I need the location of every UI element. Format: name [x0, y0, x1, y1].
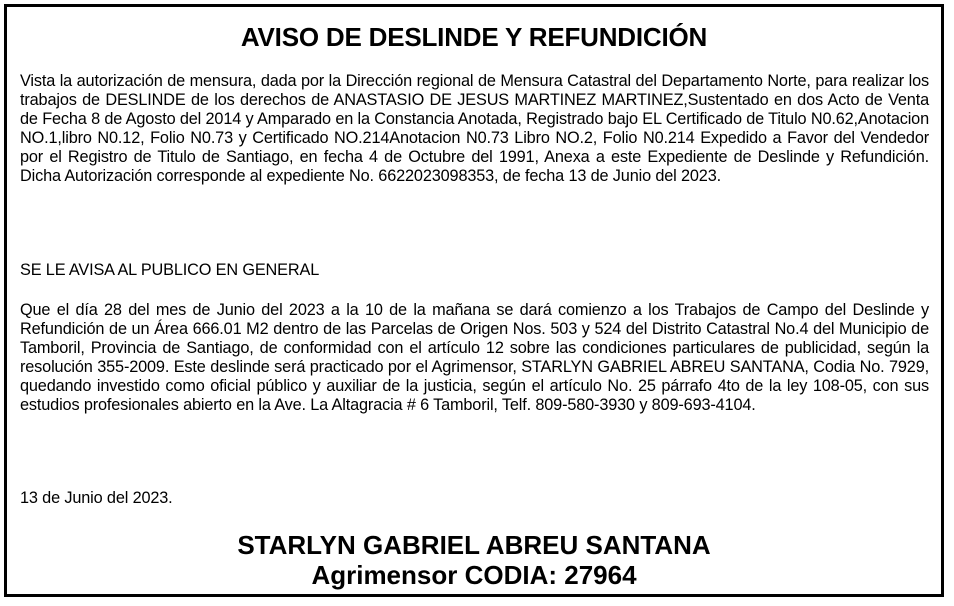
signature-name: STARLYN GABRIEL ABREU SANTANA	[237, 530, 711, 560]
signature-block	[7, 530, 941, 590]
legal-notice	[4, 4, 944, 597]
fieldwork-paragraph: Que el día 28 del mes de Junio del 2023 a la 10 de la mañana se dará comienzo a los Trabajos de Campo del Deslinde y Refundición de un Área 666.01 M2 dentro de las Parcelas de Origen Nos. 503 y 524 del Distrito Catastral No.4 del Municipio de Tamboril, Provincia de Santiago, de conformidad con el artículo 12 sobre las condiciones particulares de publicidad, según la resolución 355-2009. Este deslinde será practicado por el Agrimensor, STARLYN GABRIEL ABREU SANTANA, Codia No. 7929, quedando investido como oficial público y auxiliar de la justicia, según el artículo No. 25 párrafo 4to de la ley 108-05, con sus estudios profesionales abierto en la Ave. La Altagracia # 6 Tamboril, Telf. 809-580-3930 y 809-693-4104.	[20, 301, 929, 414]
public-notice-line: SE LE AVISA AL PUBLICO EN GENERAL	[20, 261, 320, 279]
notice-date: 13 de Junio del 2023.	[20, 489, 173, 507]
authorization-paragraph: Vista la autorización de mensura, dada por la Dirección regional de Mensura Catastral del Departamento Norte, para realizar los trabajos de DESLINDE de los derechos de ANASTASIO DE JESUS MARTINEZ MARTINEZ,Sustentado en dos Acto de Venta de Fecha 8 de Agosto del 2014 y Amparado en la Constancia Anotada, Registrado bajo EL Certificado de Titulo N0.62,Anotacion NO.1,libro N0.12, Folio N0.73 y Certificado NO.214Anotacion N0.73 Libro NO.2, Folio N0.214 Expedido a Favor del Vendedor por el Registro de Titulo de Santiago, en fecha 4 de Octubre del 1991, Anexa a este Expediente de Deslinde y Refundición. Dicha Autorización corresponde al expediente No. 6622023098353, de fecha 13 de Junio del 2023.	[20, 72, 929, 185]
signature-role: Agrimensor CODIA: 27964	[311, 560, 637, 590]
notice-title: AVISO DE DESLINDE Y REFUNDICIÓN	[240, 22, 708, 52]
